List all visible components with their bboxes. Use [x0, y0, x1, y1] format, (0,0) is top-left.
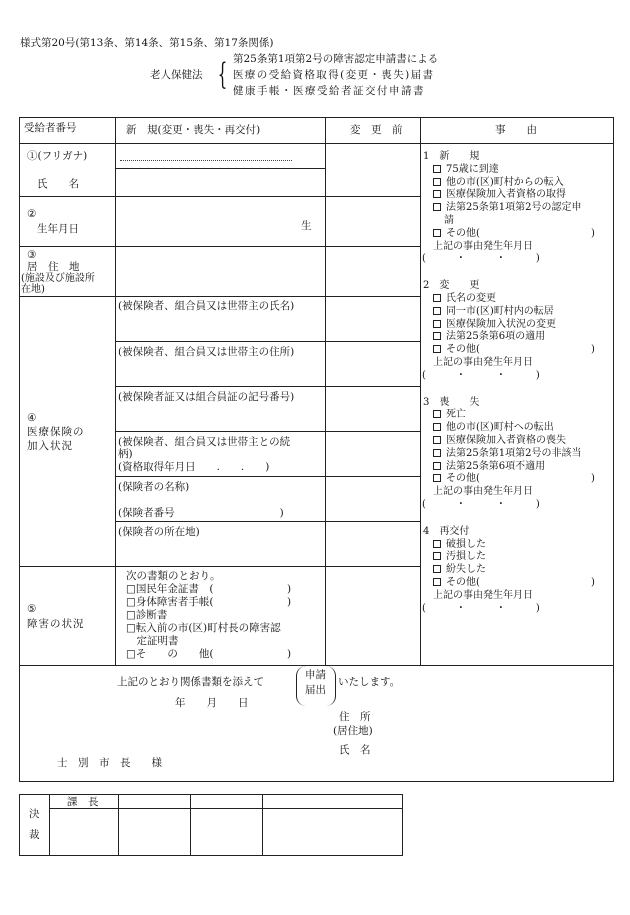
checkbox-icon[interactable] [433, 294, 441, 302]
reason-section-4-title: 4 再交付 [423, 525, 470, 537]
reason-item-label: 同一市(区)町村内の転居 [446, 305, 554, 317]
choice-apply[interactable]: 申請 [305, 669, 326, 681]
reason-item-label: 法第25条第1項第2号の非該当 [446, 447, 582, 459]
ins-insurer-address: (保険者の所在地) [118, 526, 200, 538]
reason-close-paren: ) [591, 473, 595, 485]
disability-doc-pension[interactable]: □国民年金証書 ( ) [126, 583, 292, 595]
reason-3-item-6[interactable] [433, 473, 480, 486]
row-insurance-l1: 医療保険の [27, 426, 85, 438]
title-line-1: 第25条第1項第2号の障害認定申請書による [233, 53, 439, 65]
ins-insured-address: (被保険者、組合員又は世帯主の住所) [118, 346, 295, 358]
applicant-residence-label: (居住地) [333, 725, 373, 737]
reason-close-paren: ) [591, 577, 595, 588]
row-disability-num: ⑤ [27, 603, 37, 615]
reason-3-item-1[interactable] [433, 409, 466, 422]
reason-4-item-1[interactable] [433, 539, 486, 552]
reason-item-label: 氏名の変更 [446, 293, 496, 304]
approval-label-top: 決 [29, 808, 40, 820]
form-number: 様式第20号(第13条、第14条、第15条、第17条関係) [20, 37, 274, 49]
reason-2-item-2[interactable] [433, 306, 554, 319]
checkbox-icon[interactable] [433, 552, 441, 560]
reason-1-item-2[interactable] [433, 177, 564, 190]
title-line-2: 医療の受給資格取得(変更・喪失)届書 [233, 69, 435, 81]
reason-4-item-4[interactable] [433, 577, 480, 590]
reason-3-item-3[interactable] [433, 435, 566, 448]
reason-item-label: 法第25条第6項の適用 [446, 331, 546, 343]
col-recipient-number: 受給者番号 [24, 122, 77, 134]
reason-item-label: 汚損した [446, 551, 486, 563]
ins-insurer-number: (保険者番号 ) [118, 507, 284, 519]
reason-4-item-3[interactable] [433, 564, 486, 577]
col-new: 新 規(変更・喪失・再交付) [126, 124, 261, 136]
checkbox-icon[interactable] [433, 345, 441, 353]
checkbox-icon[interactable] [433, 203, 441, 211]
title-brace: { [217, 57, 228, 92]
reason-2-item-3[interactable] [433, 319, 556, 332]
applicant-name-label: 氏 名 [339, 744, 371, 756]
reason-section-1-title: 1 新 規 [423, 151, 480, 162]
reason-1-item-3[interactable] [433, 189, 566, 202]
disability-doc-certificate[interactable]: □転入前の市(区)町村長の障害認 [126, 622, 281, 634]
reason-item-label: 医療保険加入者資格の取得 [446, 189, 566, 201]
checkbox-icon[interactable] [433, 462, 441, 470]
checkbox-icon[interactable] [433, 474, 441, 482]
reason-1-item-5[interactable] [433, 228, 480, 241]
reason-date-label: 上記の事由発生年月日 [433, 486, 533, 498]
approval-label-bottom: 裁 [29, 829, 40, 841]
checkbox-icon[interactable] [433, 423, 441, 431]
row-insurance-l2: 加入状況 [27, 440, 73, 452]
declaration-text-after: いたします。 [338, 676, 401, 688]
checkbox-icon[interactable] [433, 320, 441, 328]
checkbox-icon[interactable] [433, 178, 441, 186]
reason-date-blank: ( ・ ・ ) [422, 253, 540, 265]
ins-relationship-cont: 柄) [118, 448, 133, 460]
approval-section-chief: 課 長 [67, 796, 99, 808]
reason-4-item-2[interactable] [433, 551, 486, 564]
reason-2-item-5[interactable] [433, 344, 480, 357]
reason-3-item-4[interactable] [433, 448, 581, 461]
reason-item-label: 死亡 [446, 409, 466, 421]
checkbox-icon[interactable] [433, 410, 441, 418]
reason-date-label: 上記の事由発生年月日 [433, 240, 533, 252]
choice-notify[interactable]: 届出 [305, 684, 326, 696]
reason-3-item-2[interactable] [433, 422, 554, 435]
ins-relationship: (被保険者、組合員又は世帯主との続 [118, 436, 291, 448]
reason-section-3-title: 3 喪 失 [423, 396, 480, 408]
disability-doc-handbook[interactable]: □身体障害者手帳( ) [126, 596, 292, 608]
ins-insurer-name: (保険者の名称) [118, 481, 190, 493]
law-name: 老人保健法 [150, 69, 203, 81]
checkbox-icon[interactable] [433, 190, 441, 198]
reason-item-label: 法第25条第1項第2号の認定申 [446, 202, 582, 214]
reason-item-label: 医療保険加入状況の変更 [446, 318, 556, 330]
title-line-3: 健康手帳・医療受給者証交付申請書 [233, 85, 425, 97]
reason-2-item-4[interactable] [433, 331, 545, 344]
row-birth: 生年月日 [37, 223, 79, 235]
reason-1-item-4-cont: 請 [444, 215, 454, 226]
reason-item-label: 紛失した [446, 564, 486, 576]
reason-item-label: 医療保険加入者資格の喪失 [446, 435, 566, 446]
addressee: 士 別 市 長 様 [57, 757, 162, 769]
reason-1-item-4[interactable] [433, 202, 581, 215]
reason-item-label: その他( [446, 577, 480, 588]
ins-acquired-date: (資格取得年月日 . . ) [118, 461, 270, 473]
row-disability: 障害の状況 [27, 618, 85, 630]
row-insurance-num: ④ [27, 412, 37, 424]
reason-close-paren: ) [591, 227, 595, 239]
reason-item-label: 他の市(区)町村からの転入 [446, 176, 564, 188]
ins-card-number: (被保険者証又は組合員証の記号番号) [118, 391, 295, 403]
reason-item-label: 法第25条第6項不適用 [446, 460, 546, 472]
reason-1-item-1[interactable] [433, 164, 499, 177]
checkbox-icon[interactable] [433, 565, 441, 573]
reason-close-paren: ) [591, 344, 595, 356]
reason-item-label: 他の市(区)町村への転出 [446, 422, 554, 434]
disability-doc-certificate-cont: 定証明書 [126, 635, 179, 647]
checkbox-icon[interactable] [433, 307, 441, 315]
declaration-text-before: 上記のとおり関係書類を添えて [117, 676, 264, 688]
checkbox-icon[interactable] [433, 229, 441, 237]
ins-insured-name: (被保険者、組合員又は世帯主の氏名) [118, 300, 295, 312]
reason-item-label: その他( [446, 227, 480, 239]
reason-date-blank: ( ・ ・ ) [422, 499, 540, 510]
reason-item-label: 破損した [446, 538, 486, 550]
checkbox-icon[interactable] [433, 540, 441, 548]
reason-date-label: 上記の事由発生年月日 [433, 589, 533, 601]
row-birth-num: ② [27, 208, 37, 220]
row-address: 居 住 地 [27, 261, 80, 273]
birth-suffix: 生 [301, 220, 312, 232]
checkbox-icon[interactable] [433, 449, 441, 457]
checkbox-icon[interactable] [433, 165, 441, 173]
reason-date-label: 上記の事由発生年月日 [433, 357, 533, 368]
disability-doc-diagnosis[interactable]: □診断書 [126, 609, 168, 621]
checkbox-icon[interactable] [433, 578, 441, 586]
checkbox-icon[interactable] [433, 436, 441, 444]
reason-item-label: 75歳に到達 [446, 163, 499, 175]
reason-3-item-5[interactable] [433, 461, 545, 474]
col-reason: 事 由 [495, 124, 537, 136]
reason-item-label: その他( [446, 344, 480, 356]
applicant-address-label: 住 所 [339, 711, 371, 723]
disability-doc-other[interactable]: □そ の 他( ) [126, 648, 292, 660]
row-name-num: ①(フリガナ) [27, 150, 88, 162]
checkbox-icon[interactable] [433, 332, 441, 340]
reason-date-blank: ( ・ ・ ) [422, 602, 540, 614]
disability-intro: 次の書類のとおり。 [126, 570, 221, 582]
reason-date-blank: ( ・ ・ ) [422, 369, 540, 381]
row-address-note-2: 在地) [21, 284, 45, 295]
reason-section-2-title: 2 変 更 [423, 280, 480, 292]
reason-item-label: その他( [446, 473, 480, 485]
col-before-change: 変 更 前 [350, 124, 403, 136]
row-name: 氏 名 [37, 178, 79, 190]
row-address-num: ③ [27, 249, 37, 261]
reason-2-item-1[interactable] [433, 293, 496, 306]
declaration-date: 年 月 日 [175, 697, 249, 709]
row-address-note-1: (施設及び施設所 [21, 273, 95, 284]
